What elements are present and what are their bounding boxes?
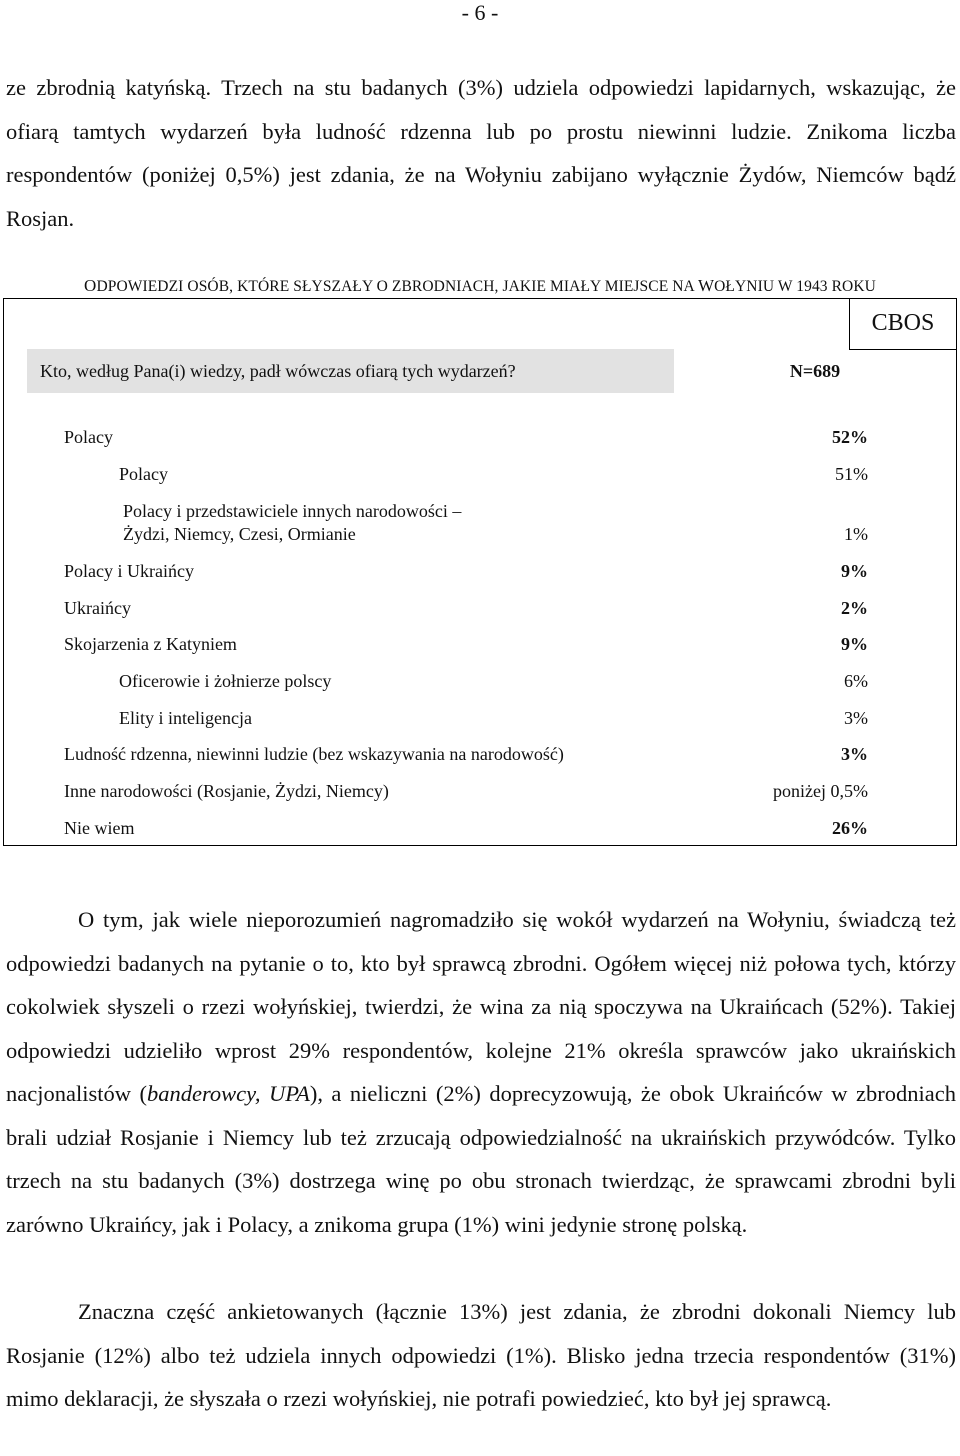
paragraph-perpetrators: O tym, jak wiele nieporozumień nagromadziło się wokół wydarzeń na Wołyniu, świadczą też odpowiedzi badanych na pytanie o to, kto był sprawcą zbrodni. Ogółem więcej niż połowa tych, którzy cokolwiek słyszeli o rzezi wołyńskiej, twierdzi, że wina za nią spoczywa na Ukraińcach (52%). Takiej odpowiedzi udzieliło wprost 29% respondentów, kolejne 21% określa sprawców jako ukraińskich nacjonalistów (banderowcy, UPA), a nieliczni (2%) doprecyzowują, że obok Ukraińców w zbrodniach brali udział Rosjanie i Niemcy lub też zrzucają odpowiedzialność na ukraińskich przywódców. Tylko trzech na stu badanych (3%) dostrzega winę po obu stronach twierdząc, że sprawcami zbrodni byli zarówno Ukraińcy, jak i Polacy, a znikoma grupa (1%) wini jedynie stronę polską. [6, 907, 957, 1237]
table-row: Polacy i przedstawiciele innych narodowości – Żydzi, Niemcy, Czesi, Ormianie 1% [123, 501, 868, 544]
survey-question: Kto, według Pana(i) wiedzy, padł wówczas ofiarą tych wydarzeń? [27, 349, 674, 393]
cbos-source-badge: CBOS [849, 298, 957, 350]
page-number: - 6 - [461, 0, 499, 25]
paragraph-germans-russians: Znaczna część ankietowanych (łącznie 13%) jest zdania, że zbrodni dokonali Niemcy lub Rosjanie (12%) albo też udziela innych odpowiedzi (1%). Blisko jedna trzecia respondentów (31%) mimo deklaracji, że słyszała o rzezi wołyńskiej, nie potrafi powiedzieć, kto był jej sprawcą. [6, 1299, 956, 1411]
sample-size: N=689 [789, 361, 841, 381]
intro-paragraph: ze zbrodnią katyńską. Trzech na stu badanych (3%) udziela odpowiedzi lapidarnych, wskazując, że ofiarą tamtych wydarzeń była ludność rdzenna lub po prostu niewinni ludzie. Znikoma liczba respondentów (poniżej 0,5%) jest zdania, że na Wołyniu zabijano wyłącznie Żydów, Niemców bądź Rosjan. [6, 75, 956, 231]
table-caption: ODPOWIEDZI OSÓB, KTÓRE SŁYSZAŁY O ZBRODNIACH, JAKIE MIAŁY MIEJSCE NA WOŁYNIU W 1943 ROKU [84, 276, 876, 295]
